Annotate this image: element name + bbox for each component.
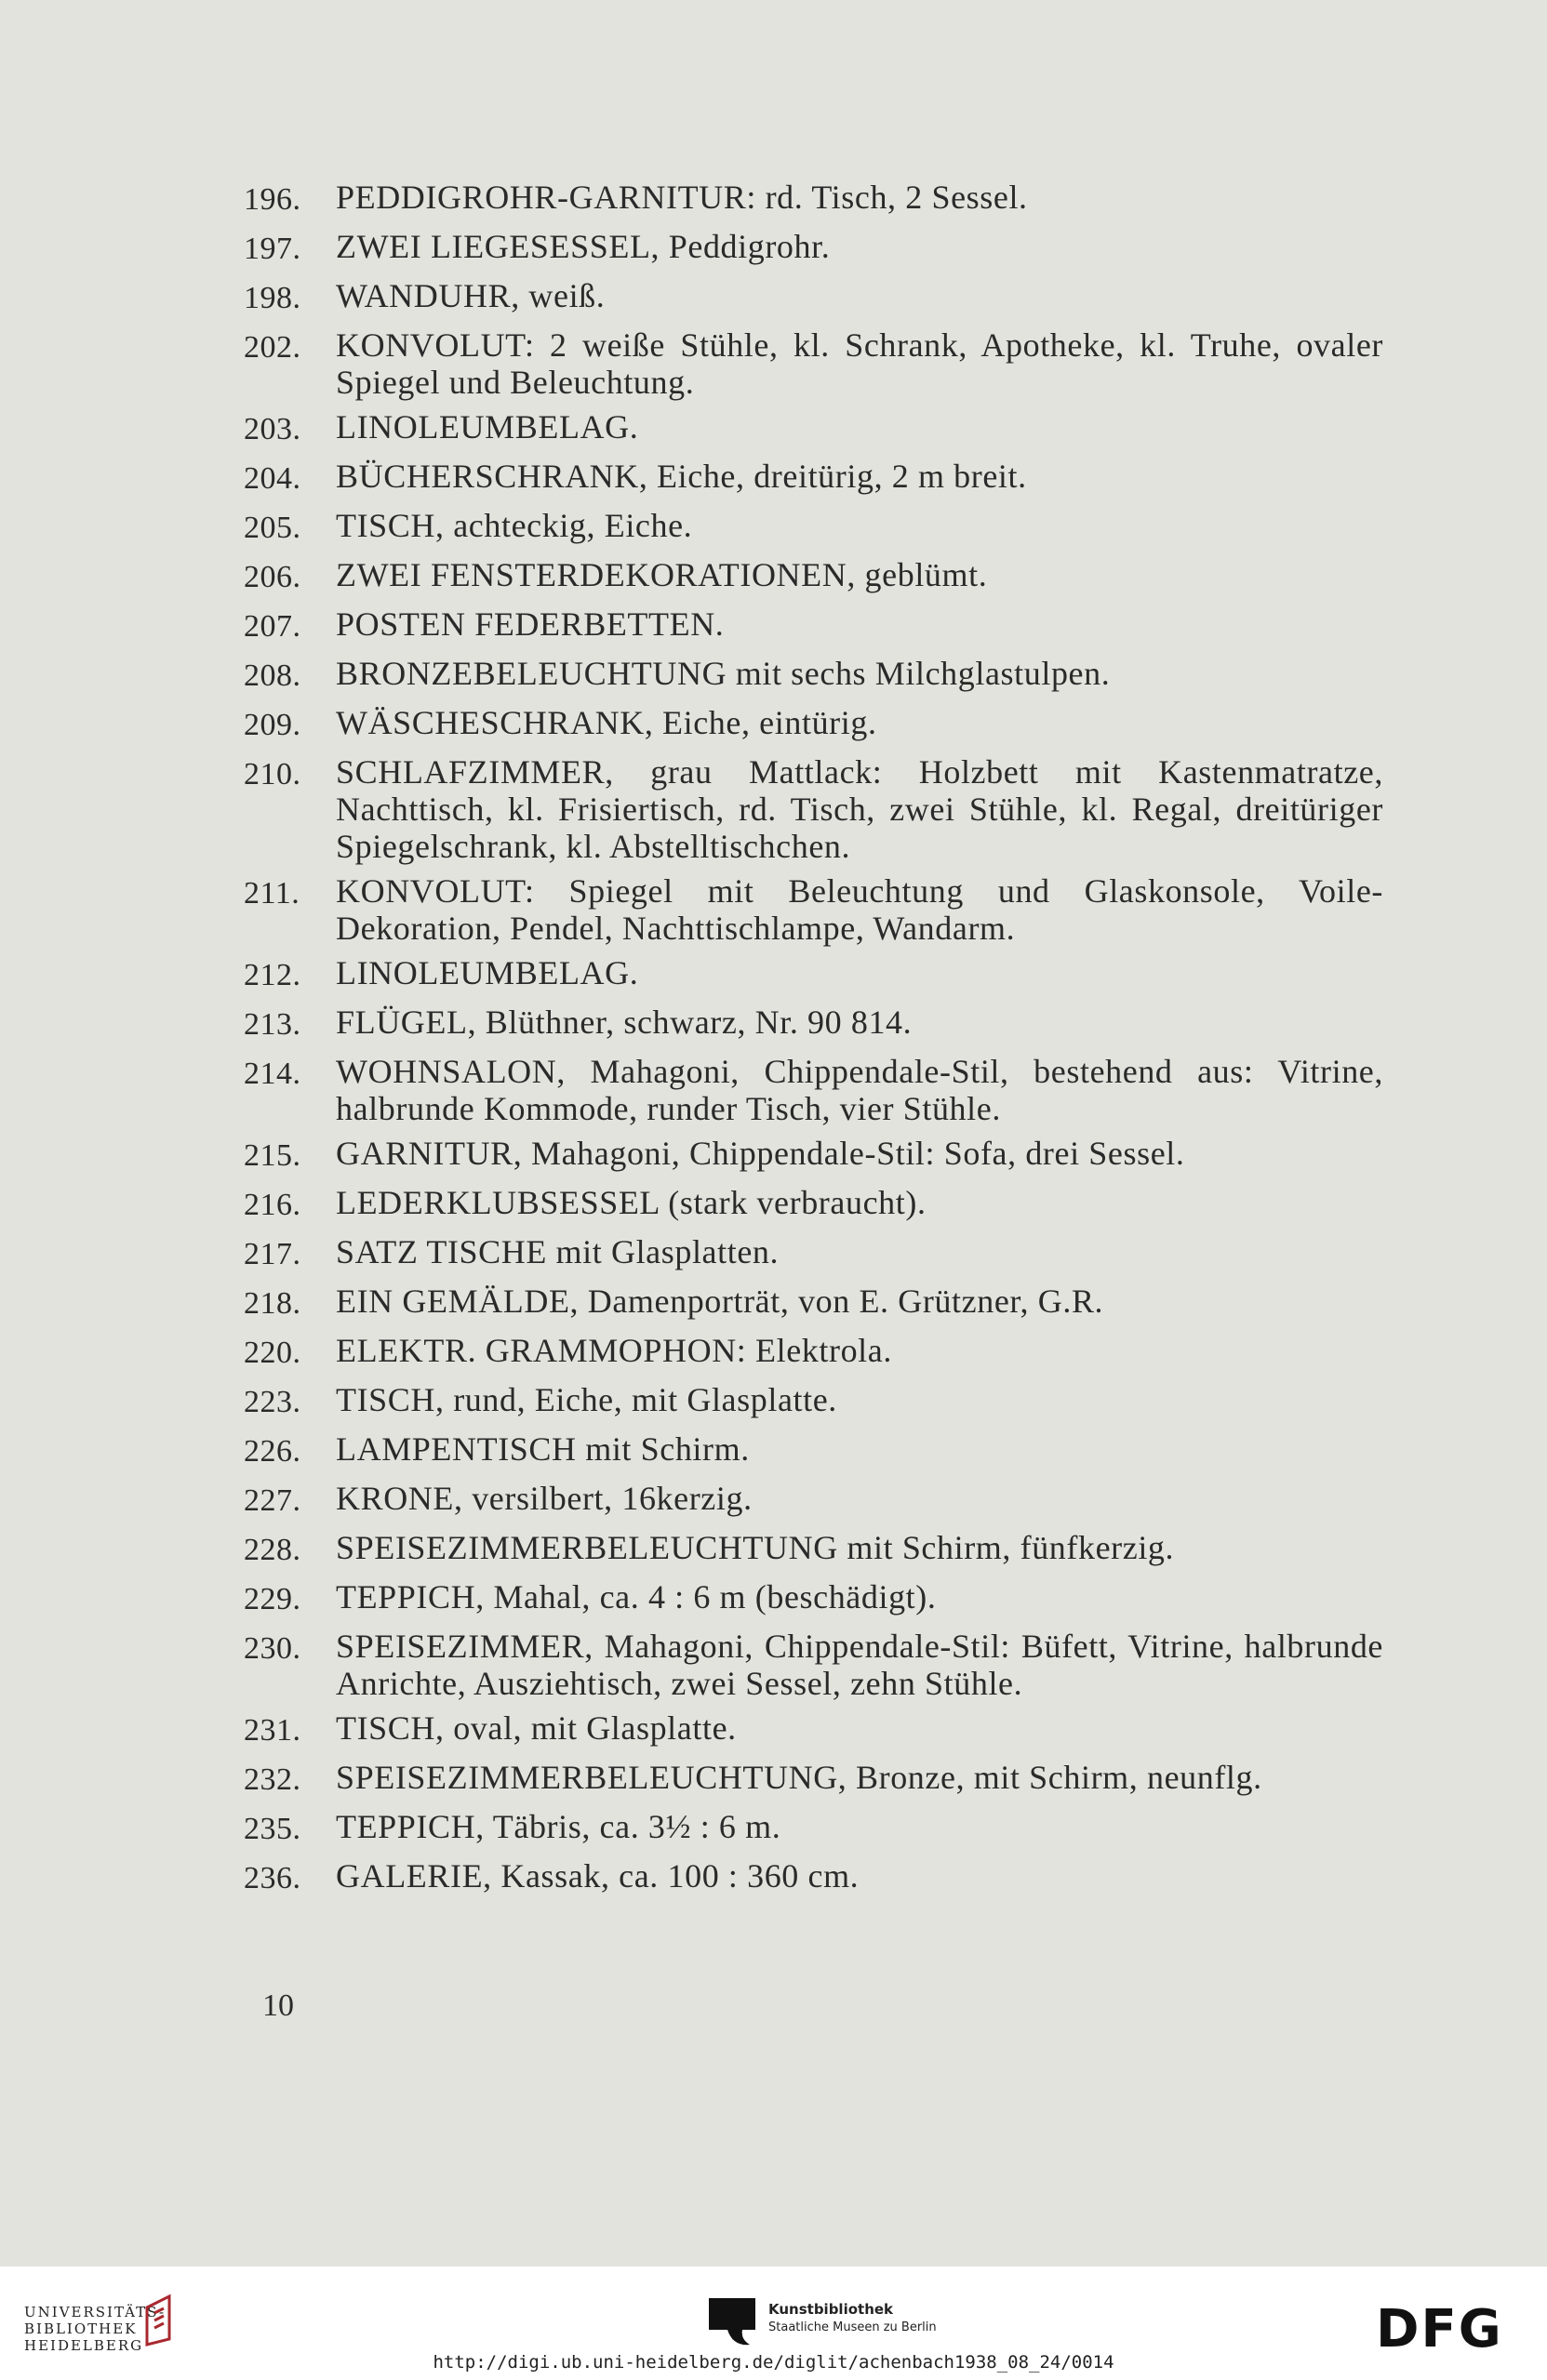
lot-number: 232.: [244, 1762, 301, 1797]
lot-entry: [244, 655, 1383, 697]
footer-bar: [0, 2267, 1547, 2380]
lot-entry: [244, 1233, 1383, 1275]
lot-description: SPEISEZIMMERBELEUCHTUNG mit Schirm, fünfkerzig.: [336, 1529, 1175, 1566]
lot-description: WÄSCHESCHRANK, Eiche, eintürig.: [336, 704, 877, 741]
lot-description: LEDERKLUBSESSEL (stark verbraucht).: [336, 1184, 927, 1221]
lot-number: 213.: [244, 1007, 301, 1042]
lot-entry: [244, 872, 1383, 947]
lot-entry: [244, 1857, 1383, 1899]
lot-number: 227.: [244, 1483, 301, 1518]
lot-list: [244, 179, 1383, 1907]
lot-number: 228.: [244, 1533, 301, 1567]
lot-entry: [244, 228, 1383, 270]
lot-entry: [244, 1004, 1383, 1045]
lot-entry: [244, 1808, 1383, 1850]
lot-number: 220.: [244, 1336, 301, 1370]
page-number: 10: [262, 1988, 294, 2023]
lot-number: 212.: [244, 958, 301, 992]
lot-entry: [244, 1480, 1383, 1522]
lot-number: 202.: [244, 330, 301, 365]
university-name-line: UNIVERSITÄTS-: [24, 2304, 167, 2320]
lot-description: LINOLEUMBELAG.: [336, 954, 639, 991]
lot-entry: [244, 605, 1383, 647]
lot-number: 207.: [244, 609, 301, 644]
lot-entry: [244, 1135, 1383, 1177]
kunstbibliothek-name: [768, 2300, 937, 2337]
lot-description: SPEISEZIMMER, Mahagoni, Chippendale-Stil: Büfett, Vitrine, halbrunde Anrichte, Ausziehtisch, zwei Sessel, zehn Stühle.: [336, 1628, 1383, 1702]
lot-number: 197.: [244, 232, 301, 266]
lot-entry: [244, 1709, 1383, 1751]
lot-description: TISCH, oval, mit Glasplatte.: [336, 1709, 737, 1747]
lot-description: TISCH, achteckig, Eiche.: [336, 507, 693, 544]
lot-entry: [244, 1430, 1383, 1472]
lot-entry: [244, 556, 1383, 598]
lot-entry: [244, 1184, 1383, 1226]
university-name-line: BIBLIOTHEK: [24, 2320, 138, 2337]
lot-number: 196.: [244, 182, 301, 217]
lot-entry: [244, 1381, 1383, 1423]
lot-entry: [244, 954, 1383, 996]
lot-number: 205.: [244, 511, 301, 545]
lot-number: 211.: [244, 876, 300, 911]
lot-entry: [244, 458, 1383, 499]
lot-description: POSTEN FEDERBETTEN.: [336, 605, 725, 643]
dfg-logo-text: DFG: [1376, 2304, 1503, 2350]
lot-description: TISCH, rund, Eiche, mit Glasplatte.: [336, 1381, 837, 1418]
lot-number: 223.: [244, 1385, 301, 1419]
lot-entry: [244, 1759, 1383, 1801]
lot-description: KONVOLUT: 2 weiße Stühle, kl. Schrank, Apotheke, kl. Truhe, ovaler Spiegel und Beleuchtung.: [336, 326, 1383, 401]
lot-entry: [244, 753, 1383, 865]
lot-description: ELEKTR. GRAMMOPHON: Elektrola.: [336, 1332, 892, 1369]
lot-entry: [244, 1332, 1383, 1374]
lot-number: 203.: [244, 412, 301, 446]
lot-entry: [244, 179, 1383, 220]
lot-description: FLÜGEL, Blüthner, schwarz, Nr. 90 814.: [336, 1004, 913, 1041]
source-url-link[interactable]: http://digi.ub.uni-heidelberg.de/diglit/achenbach1938_08_24/0014: [433, 2352, 1114, 2373]
university-name-line: HEIDELBERG: [24, 2337, 144, 2354]
lot-number: 209.: [244, 708, 301, 742]
lot-description: SATZ TISCHE mit Glasplatten.: [336, 1233, 780, 1270]
lot-description: GARNITUR, Mahagoni, Chippendale-Stil: Sofa, drei Sessel.: [336, 1135, 1185, 1172]
lot-number: 198.: [244, 281, 301, 315]
lot-description: KONVOLUT: Spiegel mit Beleuchtung und Glaskonsole, Voile-Dekoration, Pendel, Nachttischlampe, Wandarm.: [336, 872, 1383, 947]
lot-number: 235.: [244, 1812, 301, 1846]
lot-description: BRONZEBELEUCHTUNG mit sechs Milchglastulpen.: [336, 655, 1111, 692]
lot-description: KRONE, versilbert, 16kerzig.: [336, 1480, 753, 1517]
lot-number: 230.: [244, 1631, 301, 1666]
lot-description: TEPPICH, Mahal, ca. 4 : 6 m (beschädigt).: [336, 1578, 937, 1615]
lot-description: WANDUHR, weiß.: [336, 277, 606, 314]
lot-number: 208.: [244, 658, 301, 693]
lot-description: LINOLEUMBELAG.: [336, 408, 639, 445]
lot-description: SPEISEZIMMERBELEUCHTUNG, Bronze, mit Schirm, neunflg.: [336, 1759, 1262, 1796]
lot-entry: [244, 1628, 1383, 1702]
lot-number: 210.: [244, 757, 301, 791]
heidelberg-logo-icon: [141, 2293, 180, 2347]
lot-entry: [244, 1578, 1383, 1620]
lot-number: 218.: [244, 1286, 301, 1321]
lot-entry: [244, 277, 1383, 319]
lot-number: 231.: [244, 1713, 301, 1748]
lot-description: WOHNSALON, Mahagoni, Chippendale-Stil, bestehend aus: Vitrine, halbrunde Kommode, runder Tisch, vier Stühle.: [336, 1053, 1383, 1127]
lot-number: 217.: [244, 1237, 301, 1271]
lot-number: 226.: [244, 1434, 301, 1469]
lot-description: BÜCHERSCHRANK, Eiche, dreitürig, 2 m breit.: [336, 458, 1027, 495]
lot-description: GALERIE, Kassak, ca. 100 : 360 cm.: [336, 1857, 860, 1895]
kunstbibliothek-title: Kunstbibliothek: [768, 2301, 894, 2318]
lot-entry: [244, 408, 1383, 450]
lot-number: 204.: [244, 461, 301, 496]
lot-entry: [244, 1053, 1383, 1127]
kunstbibliothek-logo-icon: [709, 2298, 755, 2350]
kunstbibliothek-subtitle: Staatliche Museen zu Berlin: [768, 2320, 937, 2334]
lot-description: ZWEI FENSTERDEKORATIONEN, geblümt.: [336, 556, 988, 593]
lot-description: TEPPICH, Täbris, ca. 3½ : 6 m.: [336, 1808, 781, 1845]
lot-entry: [244, 1529, 1383, 1571]
lot-description: EIN GEMÄLDE, Damenporträt, von E. Grützner, G.R.: [336, 1283, 1104, 1320]
lot-number: 215.: [244, 1138, 301, 1173]
lot-number: 206.: [244, 560, 301, 594]
lot-number: 229.: [244, 1582, 301, 1616]
dfg-logo-icon: [1376, 2304, 1525, 2350]
lot-description: PEDDIGROHR-GARNITUR: rd. Tisch, 2 Sessel.: [336, 179, 1028, 216]
lot-entry: [244, 704, 1383, 746]
lot-description: ZWEI LIEGESESSEL, Peddigrohr.: [336, 228, 831, 265]
lot-entry: [244, 326, 1383, 401]
lot-number: 214.: [244, 1057, 301, 1091]
lot-number: 216.: [244, 1188, 301, 1222]
lot-description: SCHLAFZIMMER, grau Mattlack: Holzbett mit Kastenmatratze, Nachttisch, kl. Frisiertisch, rd. Tisch, zwei Stühle, kl. Regal, dreitüriger Spiegelschrank, kl. Abstelltischchen.: [336, 753, 1383, 865]
lot-entry: [244, 1283, 1383, 1324]
lot-number: 236.: [244, 1861, 301, 1895]
lot-entry: [244, 507, 1383, 549]
lot-description: LAMPENTISCH mit Schirm.: [336, 1430, 750, 1468]
